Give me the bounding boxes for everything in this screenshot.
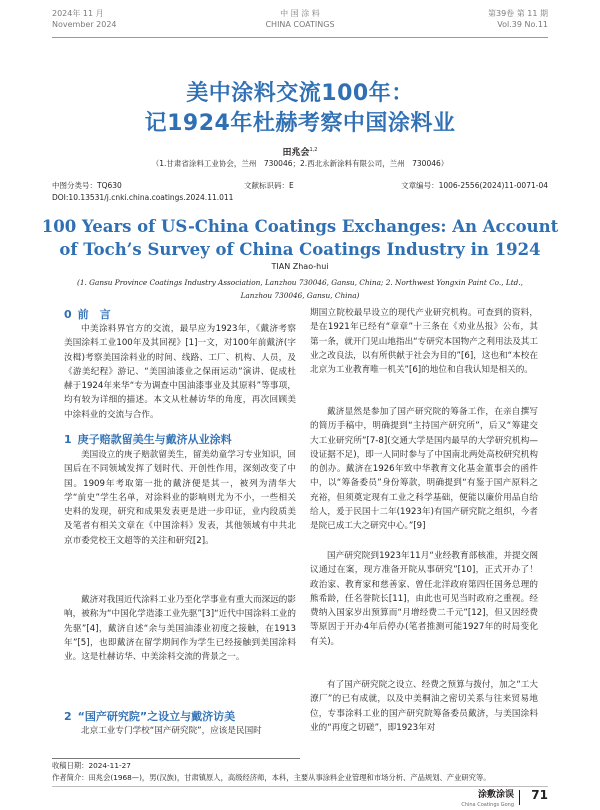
paragraph-section1-a: 美国设立的庚子赔款留美生，留美幼童学习专业知识，回国后在不同领域发挥了划时代、开创性作用，深刻改变了中国。1909年考取第一批的戴济便是其一，被列为清华大学“前史”学生名单，对涂料业的影响则尤为不小，一些相关史料的发现，研究和成果发表更是进一步印证，业内段质美及笔者有相关文章在《中国涂料》发表，其他领域有中共北京市委党校王文超等的关注和研究[2]。	[64, 450, 296, 546]
section-number: 1	[64, 433, 72, 446]
header-journal-zh: 中 国 涂 料	[280, 9, 320, 18]
affiliation-en-line1: (1. Gansu Province Coatings Industry Association, Lanzhou 730046, Gansu, China; 2. Northwest Yongxin Paint Co., Ltd.,	[77, 278, 523, 287]
header-divider	[52, 37, 548, 38]
article-meta	[52, 180, 548, 190]
header-volume-en: Vol.39 No.11	[497, 20, 548, 29]
paragraph-right-1: 期国立院校最早设立的现代产业研究机构。可查到的资料，是在1921年已经有“章章”十三条在《劝业丛报》公布，其第一条，就开门见山地指出“专研究本国物产之利用法及其工业之改良法，以有所供献于社会为目的”[6]，这也和“本校在北京为工业教育唯一机关”[6]的地位和自我认知是相关的。	[310, 308, 538, 376]
author-en: TIAN Zhao-hui	[271, 262, 329, 271]
clc-number: 中图分类号：TQ630	[52, 181, 122, 190]
document-code: 文献标识码：E	[244, 181, 294, 190]
footnote-received: 收稿日期：2024-11-27	[52, 761, 131, 770]
affiliation-zh: （1.甘肃省涂料工业协会，兰州 730046；2.西北永新涂料有限公司，兰州 730046）	[151, 159, 449, 168]
paragraph-section2-a: 北京工业专门学校“国产研究院”，应该是民国时	[81, 726, 262, 736]
section-heading-2	[64, 708, 235, 724]
footer-journal-name	[461, 790, 514, 810]
paragraph-intro: 中美涂料界官方的交流，最早应为1923年，《戴济考察美国涂料工业100年及其回视》[1]一文，对100年前戴济(字汝楫)考察美国涂料业的时间、线路、工厂、机构、人员，及《游美纪程》游记、“美国油漆业之保雨运动”演讲、促成杜赫于1924年来华“专为调查中国油漆事业及其原料”等事项，均有较为详细的描述。本文从杜赫访华的角度，再次回顾美中涂料业的交流与合作。	[64, 324, 296, 420]
section-title: 前 言	[77, 308, 111, 321]
running-header	[52, 8, 548, 38]
title-en-line1: 100 Years of US-China Coatings Exchanges: An Account	[41, 217, 559, 236]
footnote-divider	[52, 758, 300, 759]
paragraph-right-3: 国产研究院到1923年11月“业经教育部核准，并提交阁议通过在案，现方准备开院从事研究”[10]，正式开办了！政治家、教育家和慈善家、曾任北洋政府第四任国务总理的熊希龄，任名誉院长[11]，由此也可见当时政府之重视。经费纳入国家岁出预算而“月增经费二千元”[12]，但又因经费等原因于开办4年后停办(笔者推测可能1927年的时局变化有关)。	[310, 551, 538, 647]
paragraph-section1-b: 戴济对我国近代涂料工业乃至化学事业有重大而深远的影响，被称为“中国化学造漆工业先驱”[3]“近代中国涂料工业的先驱”[4]，戴济自述“余与美国油漆业初度之接触，在1913年”[5]，也即戴济在留学期间作为学生已经接触到美国涂料业。这是杜赫访华、中美涂料交流的背景之一。	[64, 595, 296, 663]
doi[interactable]: DOI:10.13531/j.cnki.china.coatings.2024.11.011	[52, 193, 234, 202]
header-volume-zh: 第39卷 第 11 期	[488, 9, 548, 18]
section-number: 2	[64, 710, 72, 723]
footer-journal-en: China Coatings Gong	[461, 802, 514, 808]
header-date-en: November 2024	[52, 20, 117, 29]
footer-page-separator	[519, 790, 520, 805]
header-volume	[488, 8, 548, 30]
section-title: 庚子赔款留美生与戴济从业涂料	[77, 433, 232, 446]
section-number: 0	[64, 308, 72, 321]
footer-journal-zh: 涂敷涂误	[477, 790, 514, 800]
title-zh-line2: 记1924年杜赫考察中国涂料业	[144, 111, 456, 136]
header-date-zh: 2024年 11 月	[52, 9, 104, 18]
author-zh-sup: 1,2	[309, 147, 318, 153]
title-en-line2: of Toch’s Survey of China Coatings Industry in 1924	[59, 240, 541, 259]
section-heading-1	[64, 431, 232, 447]
section-title: “国产研究院”之设立与戴济访美	[77, 710, 236, 723]
author-zh-name: 田兆会	[282, 148, 310, 158]
paragraph-right-4: 有了国产研究院之设立、经费之预算与拨付，加之“工大潦厂”的已有成就，以及中美桐油之密切关系与往来贸易地位，专事涂料工业的国产研究院筹备委员戴济，与美国涂料业的“再度之切磋”，即1923年对	[310, 680, 538, 733]
footer-divider	[52, 786, 548, 787]
header-journal	[52, 8, 548, 30]
author-zh	[52, 145, 548, 158]
header-journal-en: CHINA COATINGS	[265, 20, 335, 29]
footnote-author-bio: 作者简介：田兆会(1968—)，男(汉族)，甘肃镇原人，高级经济师，本科，主要从事涂料企业管理和市场分析、产品规划、产业研究等。	[52, 773, 491, 782]
article-number: 文章编号：1006-2556(2024)11-0071-04	[401, 181, 548, 190]
affiliation-en-line2: Lanzhou 730046, Gansu, China)	[240, 291, 360, 300]
page-number: 71	[531, 788, 548, 802]
title-zh-line1: 美中涂料交流100年：	[186, 81, 414, 106]
paragraph-right-2: 戴济显然是参加了国产研究院的筹备工作，在亲自撰写的简历手稿中，明确提到“主持国产研究所”，后又“筹建交大工业研究所”[7-8](交通大学是国内最早的大学研究机构—设证据不足)，即一人同时参与了中国南北两处高校研究机构的创办。戴济在1926年致中华教育文化基金董事会的函件中，以“筹备委员”身份筹款，明确提到“有鉴于国产原料之充裕，但须奠定现有工业之科学基础，便能以廉价用品自给给人，爰于民国十二年(1923年)有国产研究院之组织，今者是院已成工大之研究中心。”[9]	[310, 407, 538, 532]
section-heading-0	[64, 306, 111, 322]
